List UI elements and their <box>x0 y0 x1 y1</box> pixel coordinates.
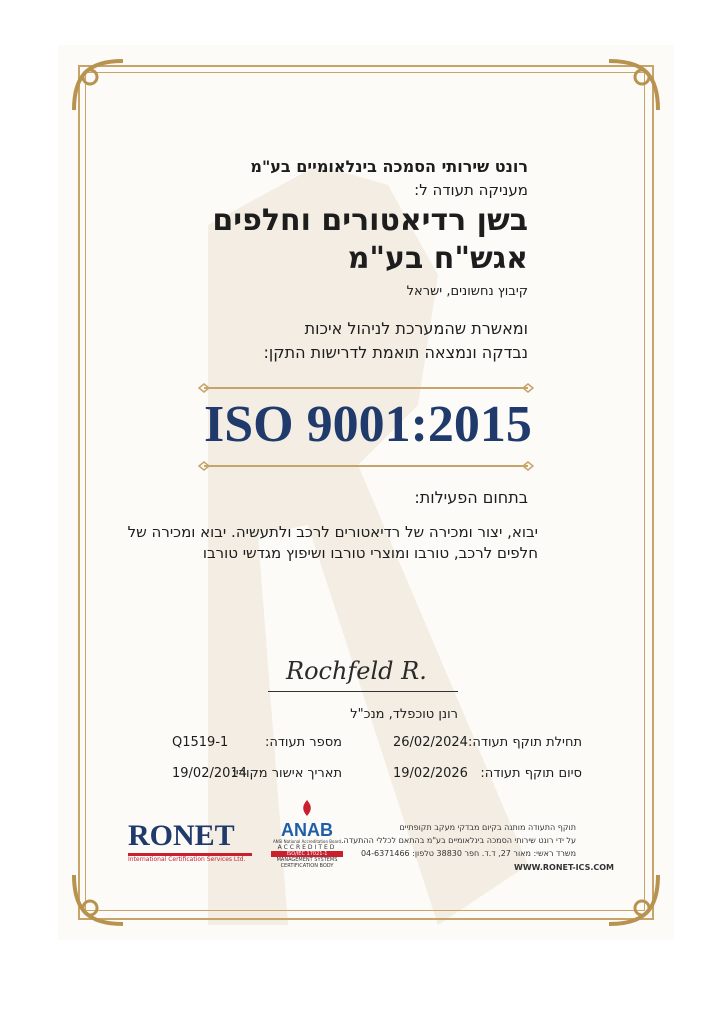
original-approval-value: 19/02/2014 <box>172 766 247 781</box>
validity-start-label: תחילת תוקף תעודה: <box>468 735 582 750</box>
cert-number-label: מספר תעודה: <box>264 735 342 750</box>
validity-end-label: סיום תוקף תעודה: <box>480 766 582 781</box>
company-name-line1: בשן רדיאטורים וחלפים <box>212 203 528 238</box>
original-approval-label: תאריך אישור מקורי: <box>231 766 342 781</box>
validity-end-value: 19/02/2026 <box>393 766 468 781</box>
inner-border <box>85 72 645 911</box>
signature-line <box>268 691 458 692</box>
footer-line1: תוקף התעודה מותנה בקיום מבדקי מעקב תקופתיים <box>399 823 576 832</box>
anab-wordmark: ANAB <box>281 820 333 840</box>
signature: Rochfeld R. <box>286 657 427 685</box>
divider-top <box>198 382 534 394</box>
scope-heading: בתחום הפעילות: <box>414 488 528 507</box>
scope-line2: חלפים לרכב, טורבו ומוצרי טורבו ושיפוץ מגדשי טורבו <box>202 544 538 562</box>
anab-logo <box>271 799 343 869</box>
issuer-name: רונט שירותי הסמכה בינלאומיים בע"מ <box>250 157 528 176</box>
divider-bottom <box>198 460 534 472</box>
confirmation-line2: נבדקה ונמצאה תואמת לדרישות התקן: <box>263 343 528 362</box>
cert-number-value: Q1519-1 <box>172 735 229 750</box>
confirmation-line1: ומאשרת שהמערכת לניהול איכות <box>304 319 528 338</box>
company-location: קיבוץ נחשונים, ישראל <box>406 284 528 299</box>
grants-to-label: מעניקה תעודה ל: <box>414 181 528 199</box>
validity-start-value: 26/02/2024 <box>393 735 468 750</box>
corner-ornament-icon <box>68 870 128 930</box>
ronet-logo-wordmark: RONET <box>128 819 235 852</box>
anab-line3: ISO/IEC 17021-1 <box>271 851 343 857</box>
corner-ornament-icon <box>68 55 128 115</box>
footer-line3: משרד ראשי: מאור 27, ד.ד. חפר 38830 טלפון: 04-6371466 <box>360 849 576 858</box>
corner-ornament-icon <box>604 55 664 115</box>
footer-line2: על ידי רונט שירותי הסמכה בינלאומיים בע"מ בהתאם לכללי ההתעדה. <box>340 836 576 845</box>
ronet-logo <box>128 821 252 863</box>
anab-line4: MANAGEMENT SYSTEMS <box>276 857 338 863</box>
footer-url: WWW.RONET-ICS.COM <box>514 863 615 872</box>
standard-title: ISO 9001:2015 <box>204 396 532 453</box>
anab-flame-icon <box>300 799 314 817</box>
scope-line1: יבוא, יצור ומכירה של רדיאטורים לרכב ולתעשיה. יבוא ומכירה של <box>127 523 538 541</box>
corner-ornament-icon <box>604 870 664 930</box>
company-name-line2: אגש"ח בע"מ <box>347 241 528 276</box>
anab-line1: ANSI National Accreditation Board <box>272 839 342 844</box>
signatory-name: רונן טוכפלד, מנכ"ל <box>350 707 458 722</box>
certificate <box>58 45 674 940</box>
ronet-logo-subtitle: International Certification Services Ltd. <box>128 856 246 863</box>
anab-line2: ACCREDITED <box>277 844 337 851</box>
anab-line5: CERTIFICATION BODY <box>280 863 334 869</box>
